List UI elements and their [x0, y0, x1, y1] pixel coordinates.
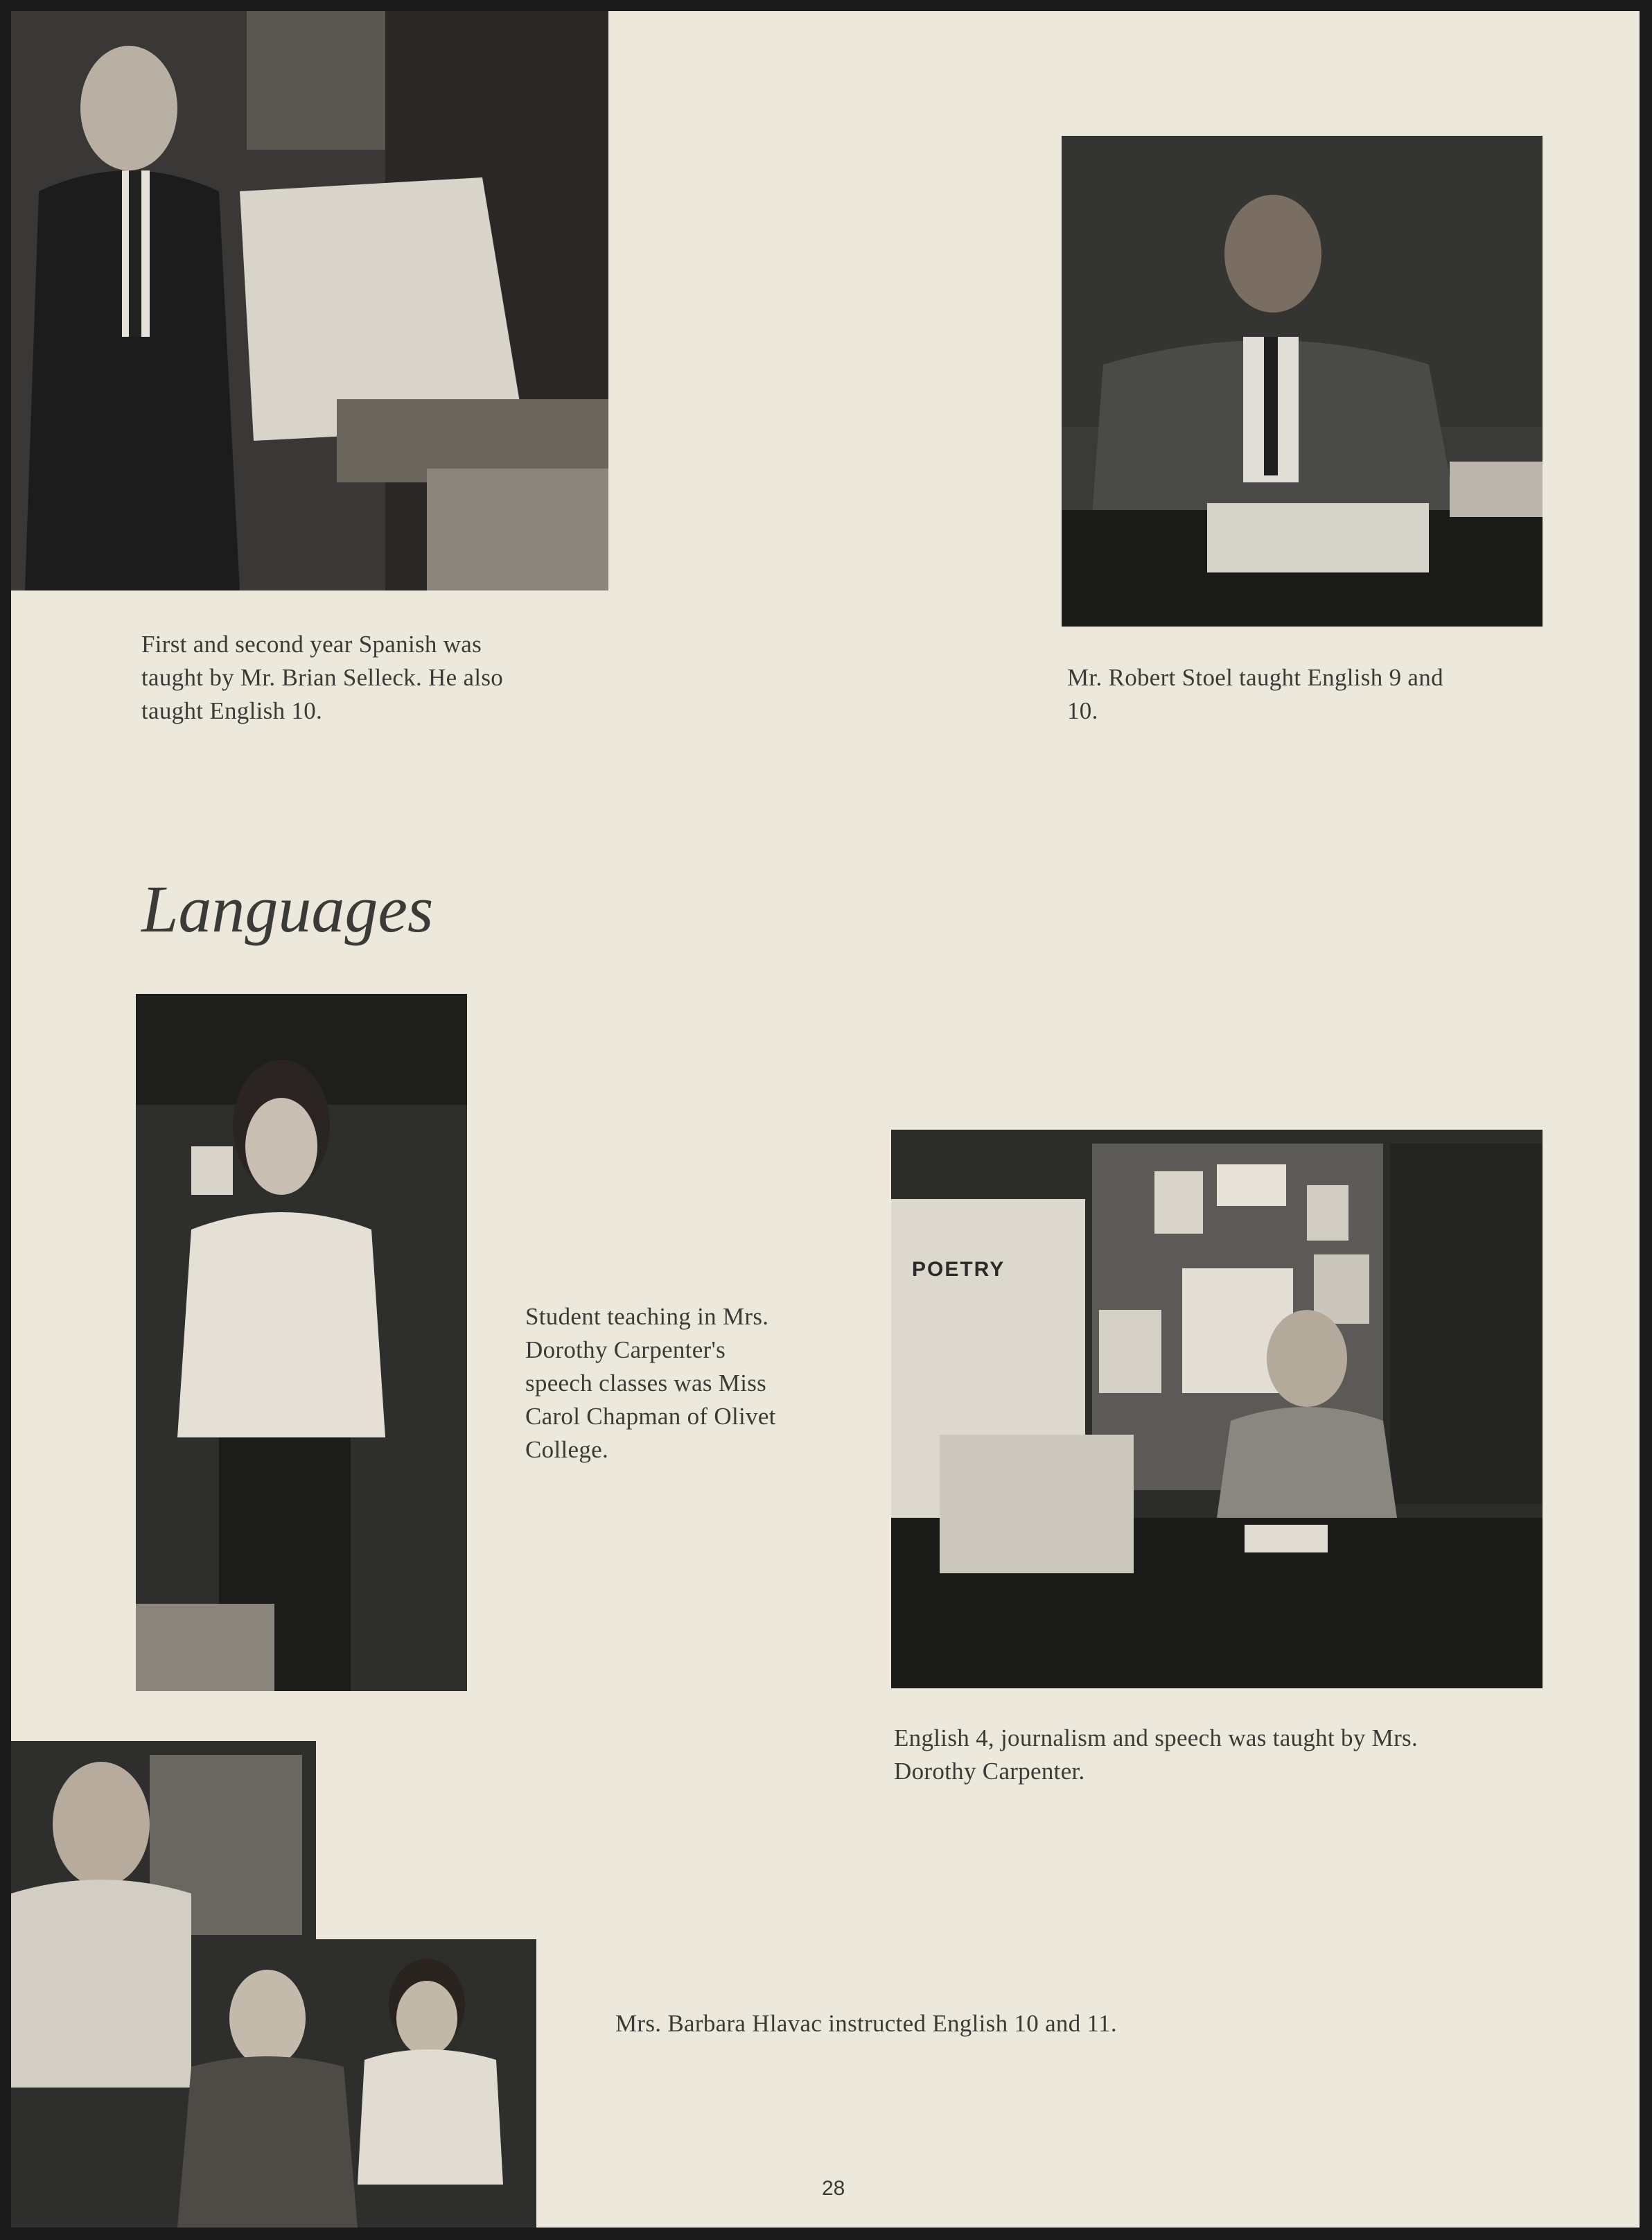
caption-line: College.	[525, 1436, 609, 1463]
caption-line: Dorothy Carpenter.	[894, 1758, 1085, 1785]
photo-chapman-image	[136, 994, 467, 1691]
photo-chapman	[136, 994, 467, 1691]
caption-line: speech classes was Miss	[525, 1370, 767, 1397]
photo-selleck-image	[11, 11, 608, 590]
photo-stoel	[1062, 136, 1543, 627]
caption-line: Student teaching in Mrs.	[525, 1303, 769, 1330]
section-title: Languages	[141, 872, 434, 946]
photo-hlavac	[11, 1741, 536, 2228]
caption-line: English 4, journalism and speech was taught by Mrs.	[894, 1724, 1418, 1751]
photo-hlavac-image	[11, 1741, 536, 2228]
caption-line: Carol Chapman of Olivet	[525, 1403, 776, 1430]
photo-carpenter	[891, 1130, 1543, 1688]
caption-hlavac	[615, 2007, 1308, 2040]
photo-stoel-image	[1062, 136, 1543, 627]
caption-line: 10.	[1067, 697, 1098, 724]
caption-carpenter	[894, 1722, 1559, 1788]
caption-line: Mrs. Barbara Hlavac instructed English 10 and 11.	[615, 2010, 1117, 2037]
board-text-poetry: POETRY	[912, 1258, 1005, 1281]
photo-carpenter-image	[891, 1130, 1543, 1688]
caption-line: Mr. Robert Stoel taught English 9 and	[1067, 664, 1443, 691]
caption-line: taught English 10.	[141, 697, 323, 724]
caption-line: Dorothy Carpenter's	[525, 1336, 726, 1363]
caption-stoel	[1067, 661, 1552, 728]
caption-chapman	[525, 1300, 872, 1467]
caption-line: taught by Mr. Brian Selleck. He also	[141, 664, 504, 691]
photo-selleck	[11, 11, 608, 590]
page-number: 28	[822, 2177, 845, 2200]
caption-line: First and second year Spanish was	[141, 631, 482, 658]
caption-selleck	[141, 628, 613, 728]
yearbook-page	[11, 11, 1640, 2228]
